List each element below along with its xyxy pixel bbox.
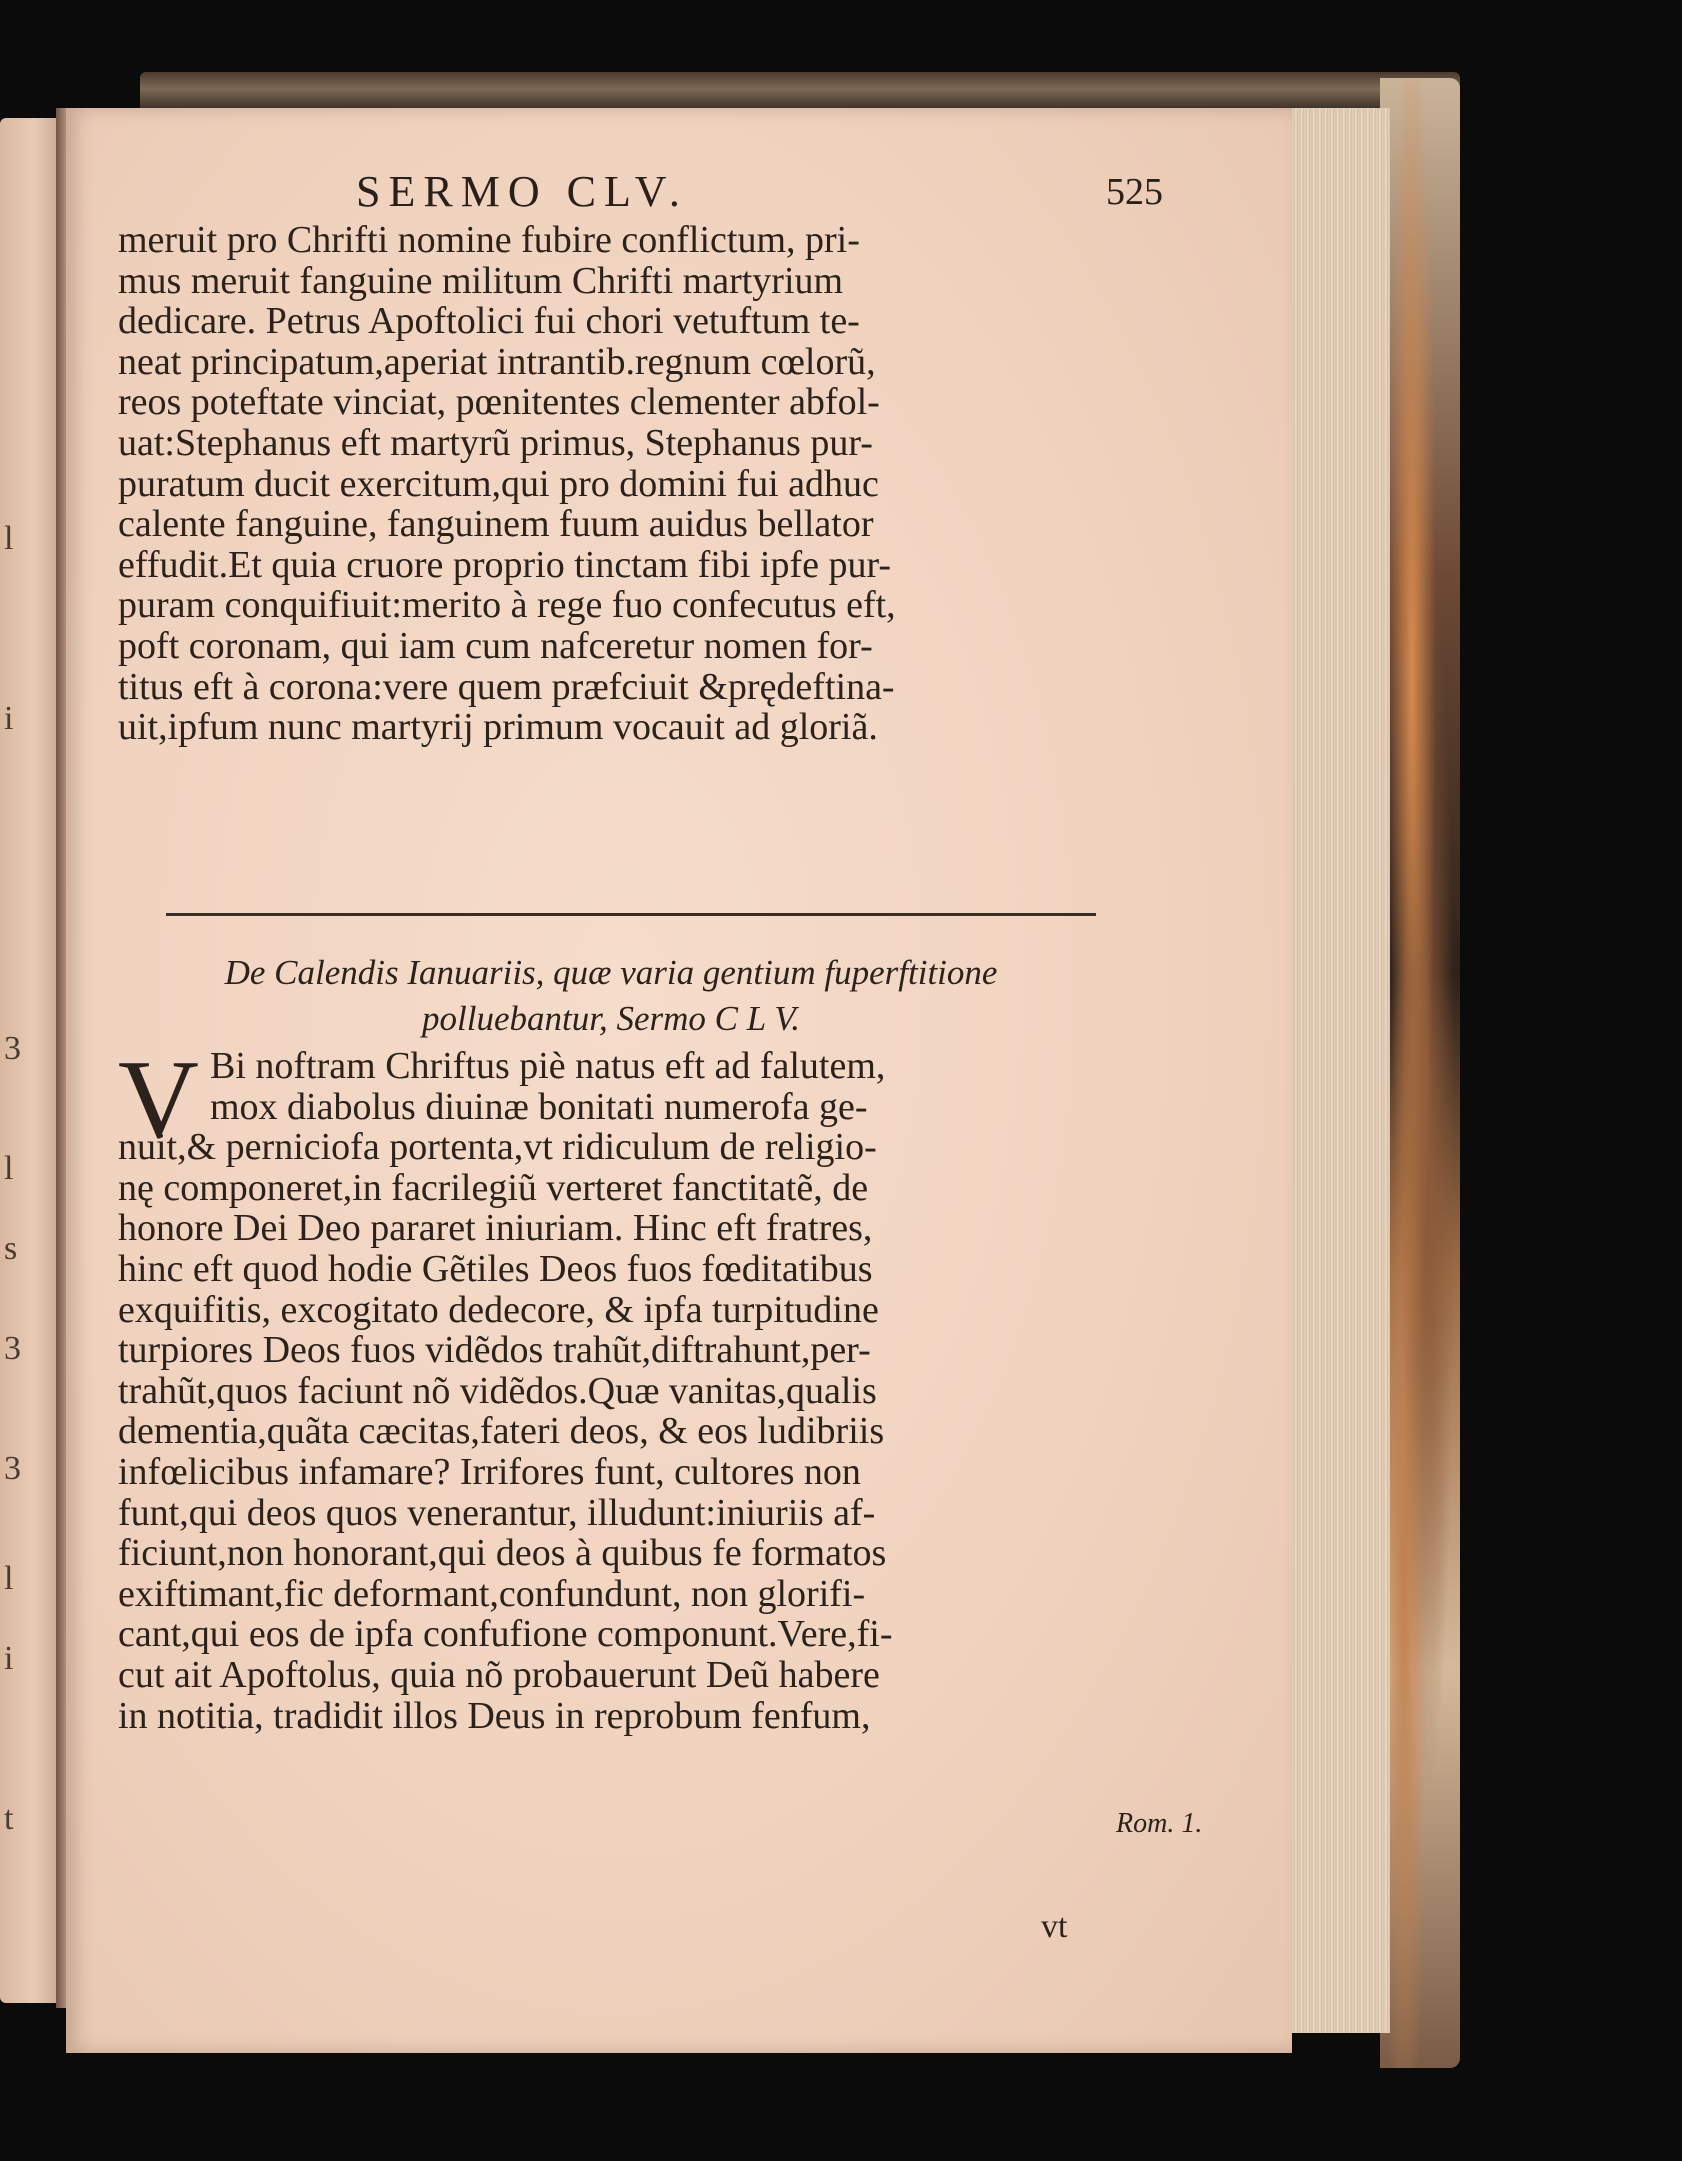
section-divider (166, 913, 1096, 916)
sermon-text-bottom (118, 1038, 1108, 1737)
text-line: dedicare. Petrus Apoftolici fui chori vetuftum te- (118, 300, 860, 343)
text-line: exquifitis, excogitato dedecore, & ipfa turpitudine (118, 1288, 879, 1331)
text-line: exiftimant,fic deformant,confundunt, non glorifi- (118, 1572, 866, 1615)
section-title-line-1: De Calendis Ianuariis, quæ varia gentium fuperftitione (224, 953, 998, 992)
margin-note: Rom. 1. (1116, 1808, 1203, 1839)
previous-page-character: l (4, 520, 14, 557)
text-line: cant,qui eos de ipfa confufione componunt.Vere,fi- (118, 1613, 893, 1656)
previous-page-character: i (4, 700, 14, 737)
text-line: effudit.Et quia cruore proprio tinctam fibi ipfe pur- (118, 543, 892, 586)
catchword: vt (1041, 1908, 1068, 1945)
text-line: hinc eft quod hodie Gẽtiles Deos fuos fœditatibus (118, 1247, 873, 1290)
text-line: calente fanguine, fanguinem fuum auidus bellator (118, 503, 874, 546)
previous-page-character: t (4, 1800, 14, 1837)
text-line: trahũt,quos faciunt nõ vidẽdos.Quæ vanitas,qualis (118, 1369, 877, 1412)
text-line: Bi noftram Chriftus piè natus eft ad falutem, (210, 1045, 886, 1087)
drop-capital: V (118, 1038, 199, 1162)
text-line: uit,ipfum nunc martyrij primum vocauit ad gloriã. (118, 706, 878, 749)
section-title-line-2: polluebantur, Sermo C L V. (422, 999, 800, 1038)
previous-page-character: l (4, 1560, 14, 1597)
text-line: ficiunt,non honorant,qui deos à quibus fe formatos (118, 1532, 887, 1575)
text-line: reos poteftate vinciat, pœnitentes clementer abfol- (118, 381, 880, 424)
page-header (66, 166, 1292, 226)
section-title (116, 950, 1106, 1042)
text-line: honore Dei Deo pararet iniuriam. Hinc eft fratres, (118, 1207, 873, 1250)
text-line: uat:Stephanus eft martyrũ primus, Stephanus pur- (118, 421, 873, 464)
text-line: turpiores Deos fuos vidẽdos trahũt,diftrahunt,per- (118, 1329, 871, 1372)
running-head: SERMO CLV. (356, 167, 688, 216)
previous-page-edge (0, 118, 62, 2003)
text-line: nuit,& perniciofa portenta,vt ridiculum de religio- (118, 1126, 877, 1169)
text-line: poft coronam, qui iam cum nafceretur nomen for- (118, 624, 873, 667)
previous-page-character: 3 (4, 1330, 21, 1367)
text-line: neat principatum,aperiat intrantib.regnum cœlorũ, (118, 340, 876, 383)
page-number: 525 (1106, 171, 1163, 213)
text-line: infœlicibus infamare? Irrifores funt, cultores non (118, 1450, 861, 1493)
text-line: mus meruit fanguine militum Chrifti martyrium (118, 259, 844, 302)
book-page (66, 108, 1292, 2053)
previous-page-character: 3 (4, 1450, 21, 1487)
previous-page-character: i (4, 1640, 14, 1677)
text-line: nę componeret,in facrilegiũ verteret fanctitatẽ, de (118, 1166, 869, 1209)
marbled-cover (1380, 78, 1460, 2068)
text-line: funt,qui deos quos venerantur, illudunt:iniuriis af- (118, 1491, 876, 1534)
previous-page-character: s (4, 1230, 18, 1267)
previous-page-character: l (4, 1150, 14, 1187)
text-line: puratum ducit exercitum,qui pro domini fui adhuc (118, 462, 879, 505)
previous-page-character: 3 (4, 1030, 21, 1067)
text-line: titus eft à corona:vere quem præfciuit &prędeftina- (118, 665, 895, 708)
sermon-text-top (118, 220, 1108, 748)
text-line: dementia,quãta cæcitas,fateri deos, & eos ludibriis (118, 1410, 885, 1453)
text-line: in notitia, tradidit illos Deus in reprobum fenfum, (118, 1694, 871, 1737)
text-line: mox diabolus diuinæ bonitati numerofa ge- (210, 1085, 868, 1128)
page-block-edges (1290, 108, 1390, 2033)
text-line: cut ait Apoftolus, quia nõ probauerunt Deũ habere (118, 1653, 880, 1696)
text-line: meruit pro Chrifti nomine fubire conflictum, pri- (118, 219, 860, 261)
text-line: puram conquifiuit:merito à rege fuo confecutus eft, (118, 584, 896, 627)
